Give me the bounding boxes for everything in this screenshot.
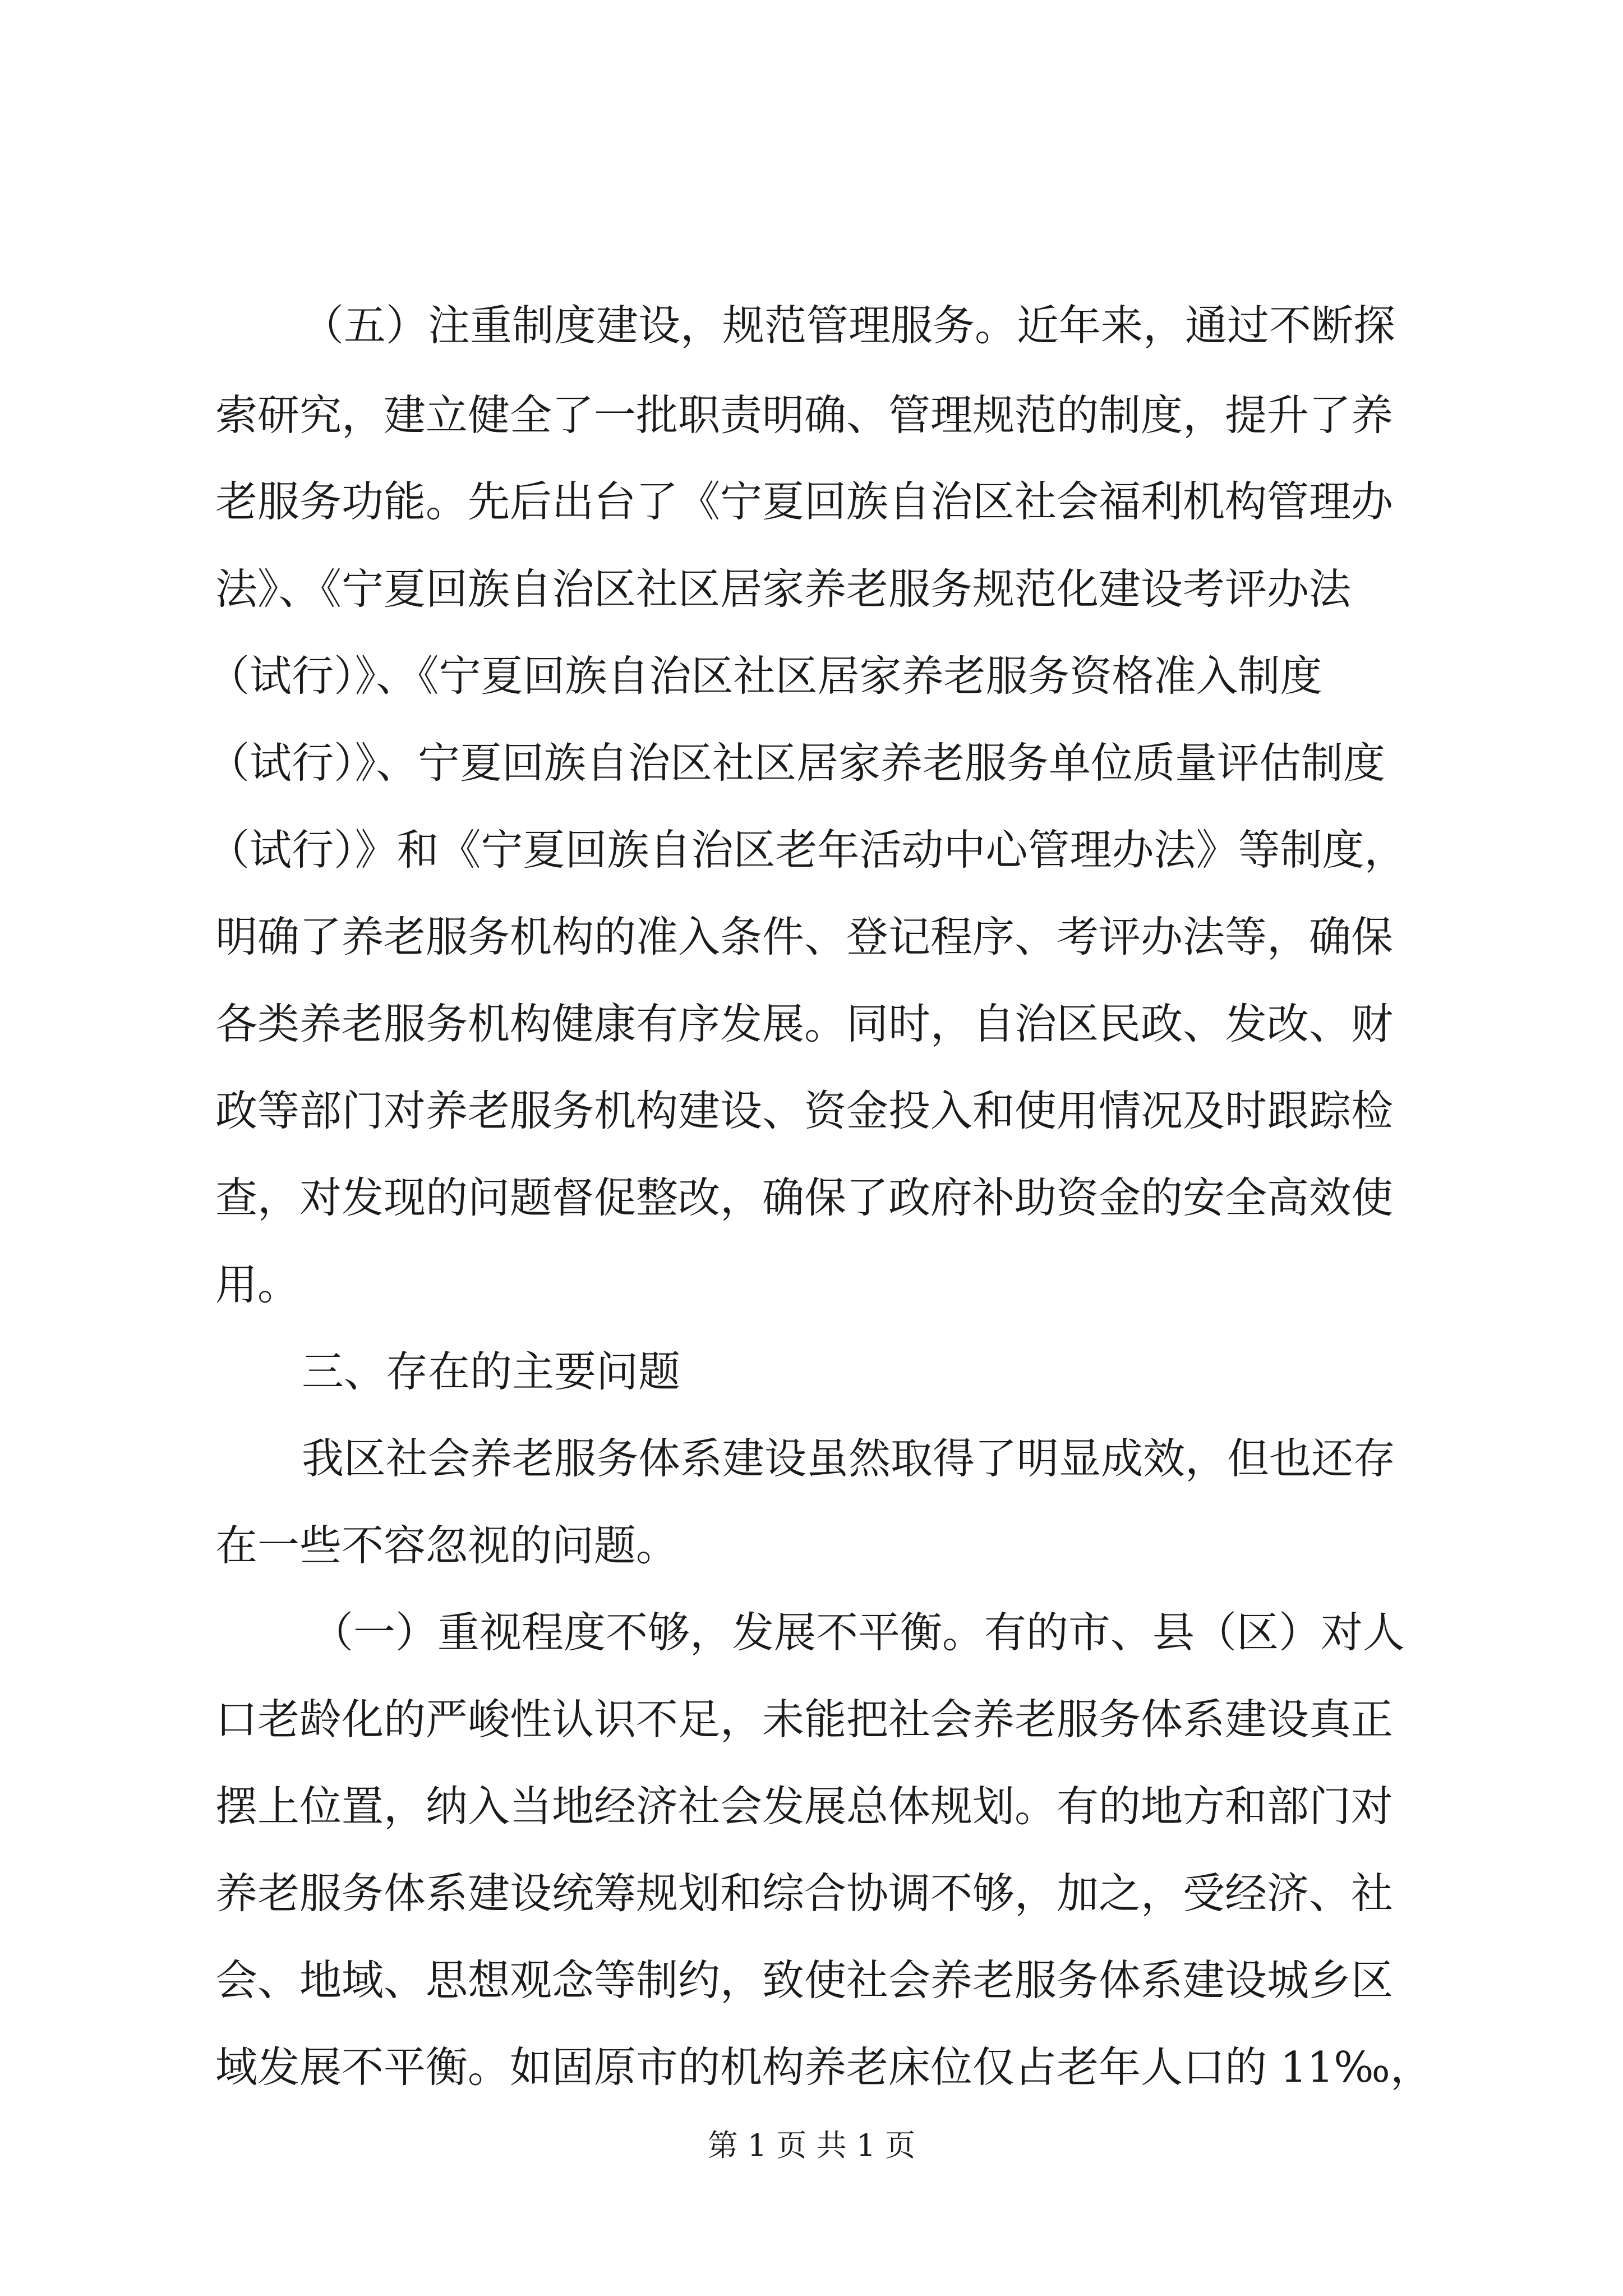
- page-number-label: 第 1 页 共 1 页: [707, 2128, 916, 2163]
- text-line: 在一些不容忽视的问题。: [215, 1521, 679, 1570]
- text-line: 老服务功能。先后出台了《宁夏回族自治区社会福利机构管理办: [215, 477, 1394, 526]
- text-line: 索研究，建立健全了一批职责明确、管理规范的制度，提升了养: [215, 390, 1394, 440]
- text-line: 明确了养老服务机构的准入条件、登记程序、考评办法等，确保: [215, 912, 1394, 961]
- text-line: 会、地域、思想观念等制约，致使社会养老服务体系建设城乡区: [215, 1955, 1394, 2005]
- section-heading: 三、存在的主要问题: [302, 1347, 681, 1396]
- text-line: 口老龄化的严峻性认识不足，未能把社会养老服务体系建设真正: [215, 1695, 1394, 1744]
- text-line: 养老服务体系建设统筹规划和综合协调不够，加之，受经济、社: [215, 1869, 1394, 1918]
- text-line: （五）注重制度建设，规范管理服务。近年来，通过不断探: [302, 301, 1396, 350]
- text-line: （试行）》、《宁夏回族自治区社区居家养老服务资格准入制度: [208, 651, 1322, 701]
- text-line: 查，对发现的问题督促整改，确保了政府补助资金的安全高效使: [215, 1173, 1394, 1222]
- text-line: 各类养老服务机构健康有序发展。同时，自治区民政、发改、财: [215, 999, 1394, 1048]
- page-footer: [0, 2120, 1623, 2171]
- text-line: 摆上位置，纳入当地经济社会发展总体规划。有的地方和部门对: [215, 1782, 1394, 1831]
- text-line: （试行）》、宁夏回族自治区社区居家养老服务单位质量评估制度: [208, 738, 1386, 788]
- text-line: 域发展不平衡。如固原市的机构养老床位仅占老年人口的 11‰，: [215, 2042, 1432, 2092]
- text-line: （一）重视程度不够，发展不平衡。有的市、县（区）对人: [311, 1608, 1405, 1657]
- text-line: 法》、《宁夏回族自治区社区居家养老服务规范化建设考评办法: [215, 564, 1352, 614]
- text-line: 政等部门对养老服务机构建设、资金投入和使用情况及时跟踪检: [215, 1086, 1394, 1135]
- text-line: 我区社会养老服务体系建设虽然取得了明显成效，但也还存: [302, 1434, 1396, 1483]
- text-line: 用。: [215, 1260, 300, 1309]
- text-line: （试行）》和《宁夏回族自治区老年活动中心管理办法》等制度，: [208, 825, 1407, 875]
